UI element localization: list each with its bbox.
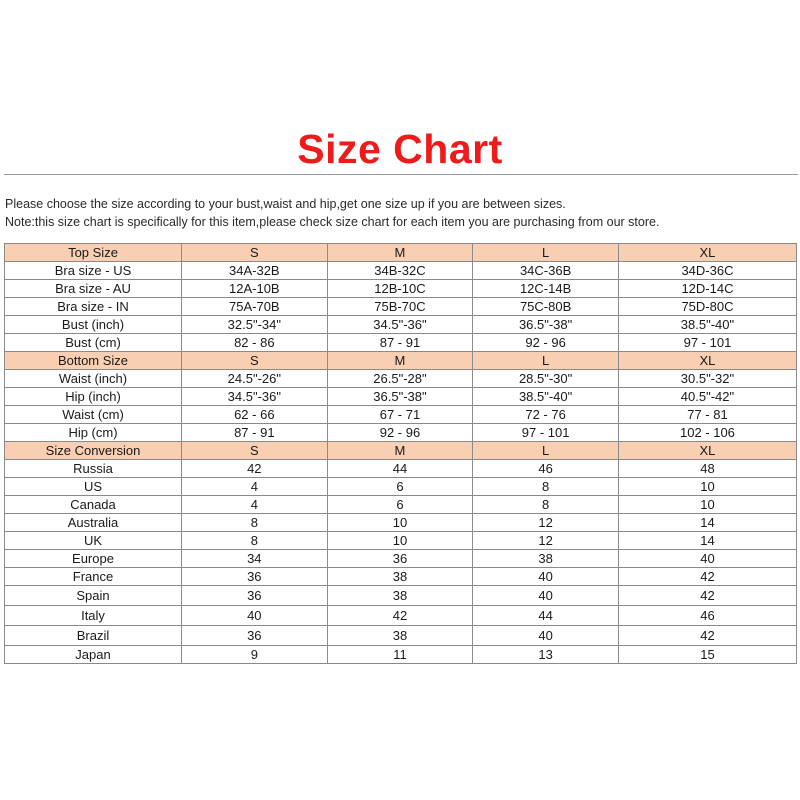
table-cell: 62 - 66 bbox=[182, 406, 328, 424]
row-label-cell: Italy bbox=[5, 606, 182, 626]
table-cell: 12C-14B bbox=[473, 280, 619, 298]
table-cell: 10 bbox=[327, 514, 473, 532]
table-cell: 72 - 76 bbox=[473, 406, 619, 424]
table-cell: 102 - 106 bbox=[618, 424, 796, 442]
table-cell: 14 bbox=[618, 514, 796, 532]
table-cell: 38.5"-40" bbox=[473, 388, 619, 406]
table-cell: 92 - 96 bbox=[473, 334, 619, 352]
table-cell: 30.5"-32" bbox=[618, 370, 796, 388]
table-row bbox=[5, 460, 797, 478]
row-label-cell: Spain bbox=[5, 586, 182, 606]
table-row bbox=[5, 316, 797, 334]
table-row bbox=[5, 262, 797, 280]
table-row bbox=[5, 388, 797, 406]
table-section-header-row bbox=[5, 442, 797, 460]
table-cell: 10 bbox=[618, 478, 796, 496]
size-header-cell: M bbox=[327, 352, 473, 370]
table-row bbox=[5, 626, 797, 646]
table-cell: 8 bbox=[473, 478, 619, 496]
table-cell: 36.5"-38" bbox=[473, 316, 619, 334]
table-cell: 38 bbox=[327, 568, 473, 586]
size-header-cell: M bbox=[327, 442, 473, 460]
table-cell: 42 bbox=[618, 568, 796, 586]
table-cell: 34 bbox=[182, 550, 328, 568]
table-row bbox=[5, 424, 797, 442]
row-label-cell: Bra size - US bbox=[5, 262, 182, 280]
table-cell: 46 bbox=[618, 606, 796, 626]
table-cell: 8 bbox=[182, 532, 328, 550]
table-cell: 40 bbox=[473, 586, 619, 606]
table-row bbox=[5, 606, 797, 626]
table-cell: 40 bbox=[618, 550, 796, 568]
table-row bbox=[5, 532, 797, 550]
table-cell: 40 bbox=[473, 626, 619, 646]
section-label-cell: Size Conversion bbox=[5, 442, 182, 460]
table-cell: 10 bbox=[618, 496, 796, 514]
row-label-cell: Hip (cm) bbox=[5, 424, 182, 442]
table-cell: 87 - 91 bbox=[327, 334, 473, 352]
table-cell: 40 bbox=[473, 568, 619, 586]
page-title: Size Chart bbox=[297, 126, 503, 172]
title-divider bbox=[4, 174, 798, 175]
row-label-cell: UK bbox=[5, 532, 182, 550]
table-cell: 44 bbox=[473, 606, 619, 626]
size-header-cell: L bbox=[473, 244, 619, 262]
row-label-cell: Bust (cm) bbox=[5, 334, 182, 352]
size-header-cell: XL bbox=[618, 244, 796, 262]
table-cell: 42 bbox=[327, 606, 473, 626]
table-cell: 6 bbox=[327, 478, 473, 496]
table-cell: 38.5"-40" bbox=[618, 316, 796, 334]
row-label-cell: France bbox=[5, 568, 182, 586]
table-cell: 46 bbox=[473, 460, 619, 478]
table-cell: 15 bbox=[618, 646, 796, 664]
row-label-cell: Europe bbox=[5, 550, 182, 568]
row-label-cell: Russia bbox=[5, 460, 182, 478]
row-label-cell: Waist (inch) bbox=[5, 370, 182, 388]
size-header-cell: S bbox=[182, 442, 328, 460]
size-header-cell: L bbox=[473, 442, 619, 460]
table-cell: 38 bbox=[473, 550, 619, 568]
table-row bbox=[5, 568, 797, 586]
row-label-cell: Japan bbox=[5, 646, 182, 664]
sizing-note: Note:this size chart is specifically for this item,please check size chart for each item you are purchasing from our store. bbox=[5, 215, 660, 229]
section-label-cell: Top Size bbox=[5, 244, 182, 262]
table-row bbox=[5, 280, 797, 298]
table-cell: 34D-36C bbox=[618, 262, 796, 280]
table-cell: 12D-14C bbox=[618, 280, 796, 298]
table-row bbox=[5, 550, 797, 568]
table-row bbox=[5, 370, 797, 388]
table-cell: 28.5"-30" bbox=[473, 370, 619, 388]
table-cell: 8 bbox=[473, 496, 619, 514]
table-cell: 12A-10B bbox=[182, 280, 328, 298]
table-cell: 36.5"-38" bbox=[327, 388, 473, 406]
table-cell: 67 - 71 bbox=[327, 406, 473, 424]
table-cell: 75B-70C bbox=[327, 298, 473, 316]
size-header-cell: S bbox=[182, 244, 328, 262]
table-cell: 77 - 81 bbox=[618, 406, 796, 424]
table-cell: 44 bbox=[327, 460, 473, 478]
table-cell: 87 - 91 bbox=[182, 424, 328, 442]
row-label-cell: Waist (cm) bbox=[5, 406, 182, 424]
table-cell: 42 bbox=[618, 586, 796, 606]
table-cell: 34B-32C bbox=[327, 262, 473, 280]
table-cell: 97 - 101 bbox=[473, 424, 619, 442]
table-cell: 4 bbox=[182, 478, 328, 496]
size-header-cell: M bbox=[327, 244, 473, 262]
table-row bbox=[5, 496, 797, 514]
table-row bbox=[5, 334, 797, 352]
row-label-cell: Hip (inch) bbox=[5, 388, 182, 406]
table-section-header-row bbox=[5, 244, 797, 262]
table-cell: 34.5"-36" bbox=[182, 388, 328, 406]
table-cell: 26.5"-28" bbox=[327, 370, 473, 388]
table-row bbox=[5, 514, 797, 532]
table-cell: 36 bbox=[182, 626, 328, 646]
table-cell: 12B-10C bbox=[327, 280, 473, 298]
size-header-cell: XL bbox=[618, 352, 796, 370]
table-cell: 12 bbox=[473, 532, 619, 550]
table-cell: 82 - 86 bbox=[182, 334, 328, 352]
table-cell: 75C-80B bbox=[473, 298, 619, 316]
table-cell: 42 bbox=[182, 460, 328, 478]
table-row bbox=[5, 646, 797, 664]
row-label-cell: Australia bbox=[5, 514, 182, 532]
table-row bbox=[5, 406, 797, 424]
table-cell: 97 - 101 bbox=[618, 334, 796, 352]
size-chart-table bbox=[4, 243, 797, 664]
table-row bbox=[5, 586, 797, 606]
table-cell: 34C-36B bbox=[473, 262, 619, 280]
table-cell: 42 bbox=[618, 626, 796, 646]
table-cell: 10 bbox=[327, 532, 473, 550]
table-cell: 38 bbox=[327, 586, 473, 606]
table-cell: 11 bbox=[327, 646, 473, 664]
table-cell: 24.5"-26" bbox=[182, 370, 328, 388]
table-cell: 9 bbox=[182, 646, 328, 664]
table-cell: 36 bbox=[182, 568, 328, 586]
row-label-cell: Canada bbox=[5, 496, 182, 514]
row-label-cell: Bra size - AU bbox=[5, 280, 182, 298]
table-cell: 32.5"-34" bbox=[182, 316, 328, 334]
table-cell: 92 - 96 bbox=[327, 424, 473, 442]
table-cell: 75D-80C bbox=[618, 298, 796, 316]
size-chart-body bbox=[5, 244, 797, 664]
sizing-instruction: Please choose the size according to your bust,waist and hip,get one size up if you are between sizes. bbox=[5, 197, 566, 211]
size-header-cell: L bbox=[473, 352, 619, 370]
table-cell: 12 bbox=[473, 514, 619, 532]
table-cell: 4 bbox=[182, 496, 328, 514]
table-cell: 40.5"-42" bbox=[618, 388, 796, 406]
table-cell: 34A-32B bbox=[182, 262, 328, 280]
table-cell: 38 bbox=[327, 626, 473, 646]
table-cell: 6 bbox=[327, 496, 473, 514]
table-row bbox=[5, 478, 797, 496]
table-cell: 75A-70B bbox=[182, 298, 328, 316]
row-label-cell: Bust (inch) bbox=[5, 316, 182, 334]
table-cell: 34.5"-36" bbox=[327, 316, 473, 334]
table-row bbox=[5, 298, 797, 316]
size-header-cell: XL bbox=[618, 442, 796, 460]
table-cell: 36 bbox=[327, 550, 473, 568]
table-cell: 36 bbox=[182, 586, 328, 606]
table-cell: 14 bbox=[618, 532, 796, 550]
section-label-cell: Bottom Size bbox=[5, 352, 182, 370]
table-cell: 13 bbox=[473, 646, 619, 664]
table-section-header-row bbox=[5, 352, 797, 370]
row-label-cell: US bbox=[5, 478, 182, 496]
table-cell: 48 bbox=[618, 460, 796, 478]
table-cell: 8 bbox=[182, 514, 328, 532]
size-header-cell: S bbox=[182, 352, 328, 370]
row-label-cell: Bra size - IN bbox=[5, 298, 182, 316]
table-cell: 40 bbox=[182, 606, 328, 626]
row-label-cell: Brazil bbox=[5, 626, 182, 646]
